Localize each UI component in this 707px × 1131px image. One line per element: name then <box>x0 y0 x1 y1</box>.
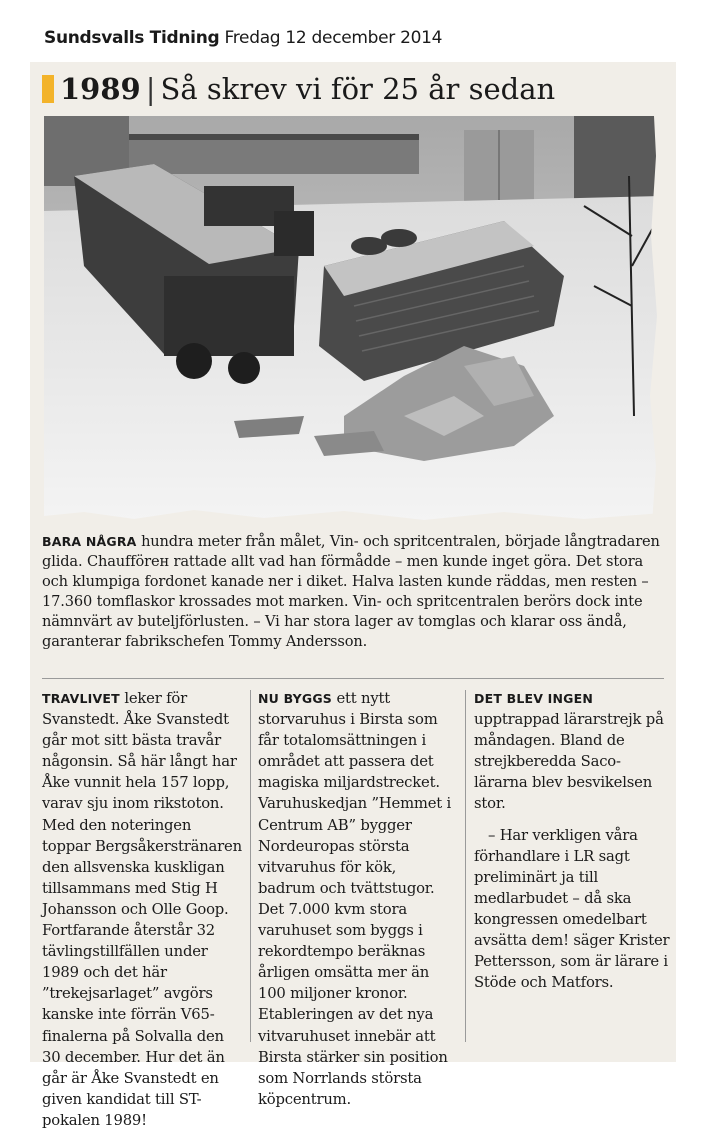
heading-marker <box>42 75 54 103</box>
section-heading <box>42 72 555 106</box>
article-strejk <box>474 688 672 993</box>
publication-date: Fredag 12 december 2014 <box>224 28 443 48</box>
article-text: leker för Svanstedt. Åke Svanstedt går mot sitt bästa travår någonsin. Så här långt har Åke vunnit hela 157 lopp, varav sju inom rikstoton. Med den noteringen toppar Bergsåkerstränaren den allsvenska kuskligan tillsammans med Stig H Johansson och Olle Goop. Fortfarande återstår 32 tävlingstillfällen under 1989 och det här ”trekejsarlaget” avgörs kanske inte förrän V65-finalerna på Solvalla den 30 december. Hur det än går är Åke Svanstedt en given kandidat till ST-pokalen 1989! <box>42 690 242 1129</box>
newspaper-name: Sundsvalls Tidning <box>44 28 220 48</box>
heading-title: Så skrev vi för 25 år sedan <box>160 72 556 106</box>
article-text: ett nytt storvaruhus i Birsta som får totalomsättningen i området att passera det magiska miljardstrecket. Varuhuskedjan ”Hemmet i Centrum AB” bygger Nordeuropas största vitvaruhus för kök, badrum och tvättstugor. Det 7.000 kvm stora varuhuset som byggs i rekordtempo beräknas årligen omsätta mer än 100 miljoner kronor. Etableringen av det nya vitvaruhuset innebär att Birsta stärker sin position som Norrlands största köpcentrum. <box>258 690 452 1108</box>
photo-caption <box>42 532 668 652</box>
article-kicker: NU BYGGS <box>258 691 332 706</box>
article-travlivet <box>42 688 244 1131</box>
article-text: upptrappad lärarstrejk på måndagen. Bland de strejkberedda Saco-lärarna blev besvikelsen stor. <box>474 711 664 813</box>
caption-kicker: BARA NÅGRA <box>42 534 137 549</box>
caption-text: hundra meter från målet, Vin- och spritcentralen, började långtradaren glida. Chaufförен rattade allt vad han förmådde – men kunde inget göra. Det stora och klumpiga fordonet kanade ner i diket. Halva lasten kunde räddas, men resten – 17.360 tomflaskor krossades mot marken. Vin- och spritcentralen berörs dock inte nämnvärt av buteljförlusten. – Vi har stora lager av tomglas och klarar oss ändå, garanterar fabrikschefen Tommy Andersson. <box>42 533 660 650</box>
heading-separator: | <box>145 72 156 106</box>
article-kicker: DET BLEV INGEN <box>474 691 594 706</box>
article-quote: – Har verkligen våra förhandlare i LR sagt preliminärt ja till medlarbudet – då ska kongressen omedelbart avsätta dem! säger Krister Pettersson, som är lärare i Stöde och Matfors. <box>474 826 670 992</box>
masthead <box>44 28 442 48</box>
article-kicker: TRAVLIVET <box>42 691 120 706</box>
heading-year: 1989 <box>60 72 141 106</box>
column-divider <box>250 690 251 1042</box>
section-divider <box>42 678 664 679</box>
article-nu-byggs <box>258 688 456 1110</box>
truck-accident-photo <box>44 116 662 524</box>
news-photo <box>44 116 662 524</box>
column-divider <box>465 690 466 1042</box>
